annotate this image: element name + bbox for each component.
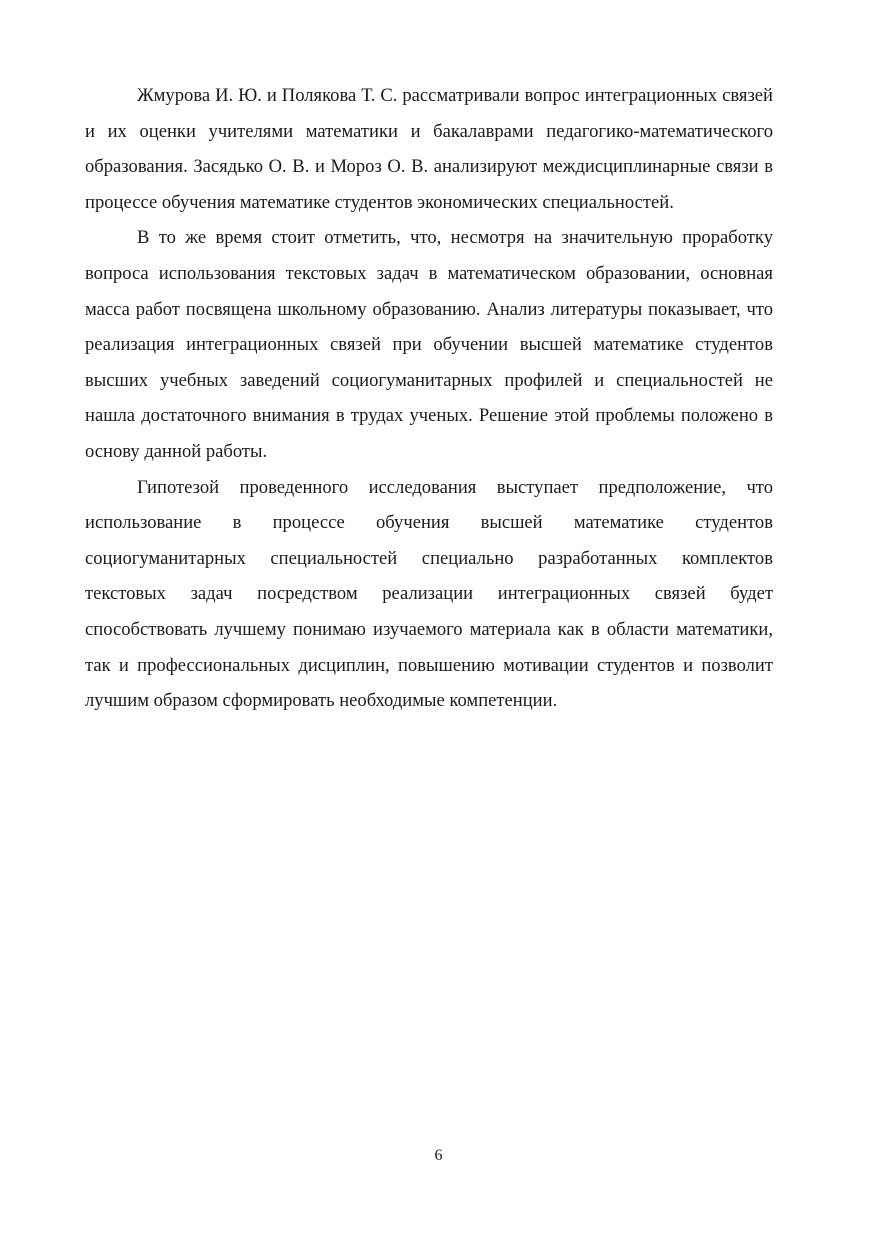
paragraph-3: Гипотезой проведенного исследования выступает предположение, что использование в процессе обучения высшей математике студентов социогуманитарных специальностей специально разработанных комплектов текстовых задач посредством реализации интеграционных связей будет способствовать лучшему понимаю изучаемого материала как в области математики, так и профессиональных дисциплин, повышению мотивации студентов и позволит лучшим образом сформировать необходимые компетенции. (85, 476, 773, 712)
page-number: 6 (434, 1147, 443, 1164)
body-text (85, 78, 773, 719)
paragraph-1: Жмурова И. Ю. и Полякова Т. С. рассматривали вопрос интеграционных связей и их оценки учителями математики и бакалаврами педагогико-математического образования. Засядько О. В. и Мороз О. В. анализируют междисциплинарные связи в процессе обучения математике студентов экономических специальностей. (85, 85, 773, 213)
paragraph-2: В то же время стоит отметить, что, несмотря на значительную проработку вопроса использования текстовых задач в математическом образовании, основная масса работ посвящена школьному образованию. Анализ литературы показывает, что реализация интеграционных связей при обучении высшей математике студентов высших учебных заведений социогуманитарных профилей и специальностей не нашла достаточного внимания в трудах ученых. Решение этой проблемы положено в основу данной работы. (85, 227, 773, 462)
